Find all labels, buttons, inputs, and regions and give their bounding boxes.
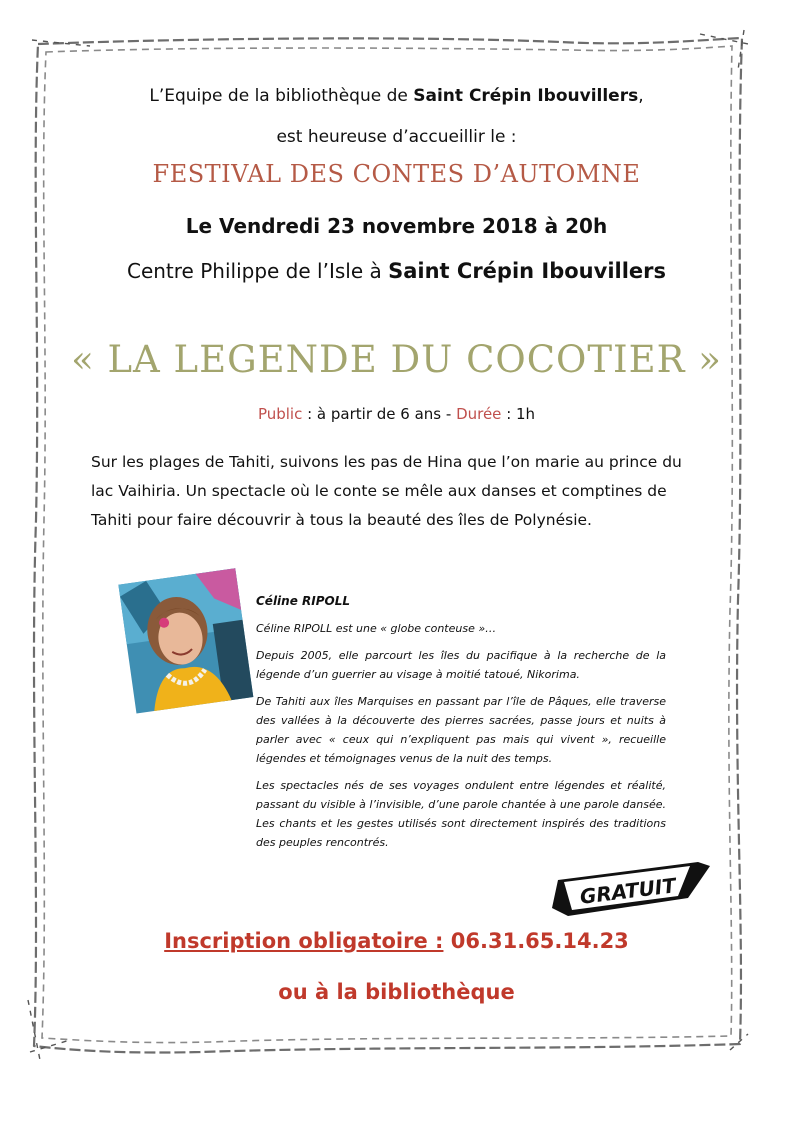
registration-label: Inscription obligatoire : — [164, 929, 444, 953]
show-title: « LA LEGENDE DU COCOTIER » — [71, 338, 722, 381]
audience-info — [0, 405, 793, 423]
intro-line — [0, 86, 793, 106]
event-venue — [0, 259, 793, 283]
venue-prefix: Centre Philippe de l’Isle à — [126, 259, 389, 283]
bio-paragraph: Depuis 2005, elle parcourt les îles du pacifique à la recherche de la légende d’un guerrier au visage à moitié tatoué, Nikorima. — [256, 649, 666, 681]
welcome-line: est heureuse d’accueillir le : — [276, 127, 517, 147]
event-date: Le Vendredi 23 novembre 2018 à 20h — [185, 214, 608, 238]
intro-suffix: , — [638, 86, 644, 106]
show-description: Sur les plages de Tahiti, suivons les pas de Hina que l’on marie au prince du lac Vaihiria. Un spectacle où le conte se mêle aux danses et comptines de Tahiti pour faire découvrir à tous la beauté des îles de Polynésie. — [91, 453, 682, 529]
festival-title: FESTIVAL DES CONTES D’AUTOMNE — [152, 160, 641, 188]
public-label: Public — [257, 405, 303, 423]
registration-alternative: ou à la bibliothèque — [278, 980, 515, 1004]
bio-paragraph: Céline RIPOLL est une « globe conteuse »… — [256, 622, 497, 635]
duration-label: Durée — [456, 405, 502, 423]
bio-paragraph: De Tahiti aux îles Marquises en passant par l’île de Pâques, elle traverse des vallées à la découverte des pierres sacrées, passe jours et nuits à parler avec « ceux qui n’expliquent pas mais qui vivent », recueille légendes et témoignages venus de la nuit des temps. — [256, 695, 666, 765]
intro-prefix: L’Equipe de la bibliothèque de — [149, 86, 414, 106]
storyteller-photo — [115, 568, 255, 716]
bio-paragraph: Les spectacles nés de ses voyages ondulent entre légendes et réalité, passant du visible à l’invisible, d’une parole chantée à une parole dansée. Les chants et les gestes utilisés sont directement inspirés des traditions des peuples rencontrés. — [256, 779, 666, 849]
free-badge — [548, 858, 713, 920]
registration-line — [0, 929, 793, 953]
library-name: Saint Crépin Ibouvillers — [413, 86, 639, 106]
duration-value: : 1h — [501, 405, 536, 423]
storyteller-name: Céline RIPOLL — [256, 594, 351, 608]
free-badge-label: GRATUIT — [578, 873, 678, 909]
phone-number: 06.31.65.14.23 — [443, 929, 629, 953]
storyteller-bio — [256, 592, 666, 860]
public-value: : à partir de 6 ans - — [302, 405, 457, 423]
venue-town: Saint Crépin Ibouvillers — [388, 259, 667, 283]
